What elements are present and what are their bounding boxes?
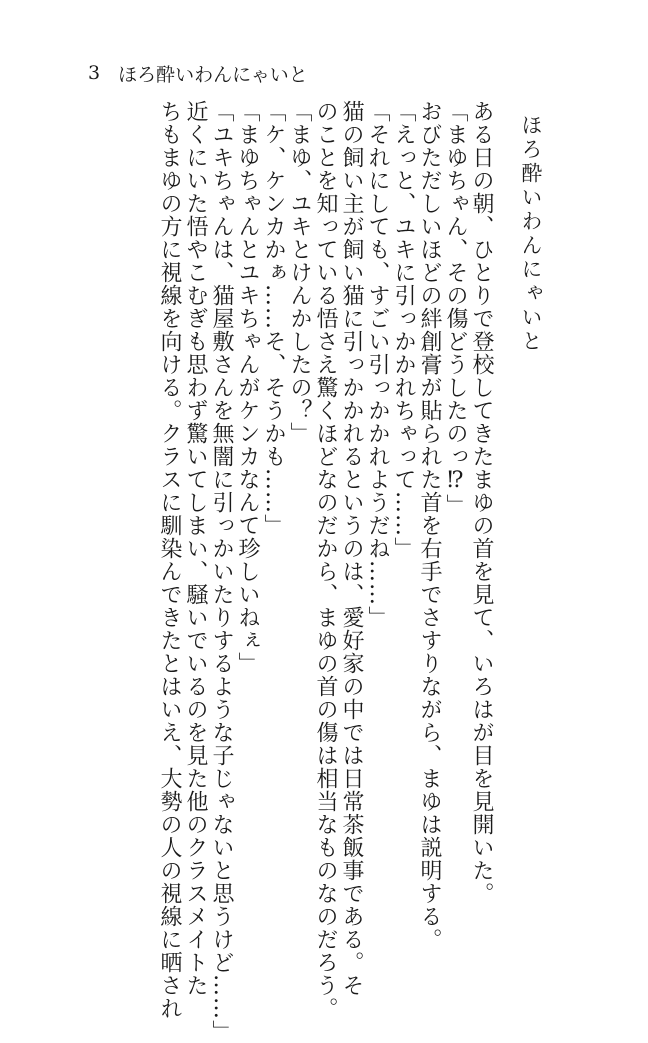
running-title: ほろ酔いわんにゃいと	[118, 63, 308, 86]
running-header	[88, 60, 308, 86]
text-line: ちもまゆの方に視線を向ける。クラスに馴染んできたとはいえ、大勢の人の視線に晒され	[157, 100, 182, 1020]
page-number: 3	[88, 62, 101, 84]
text-line: 「えっと、ユキに引っかかれちゃって……」	[391, 100, 416, 560]
text-line: 「それにしても、すごい引っかかれようだね……」	[365, 100, 390, 629]
text-line: 「ケ、ケンカかぁ……そ、そうかも……」	[261, 100, 286, 537]
vertical-body-text	[156, 100, 544, 1043]
text-line: おびただしいほどの絆創膏が貼られた首を右手でさすりながら、まゆは説明する。	[417, 100, 442, 951]
chapter-title: ほろ酔いわんにゃいと	[519, 114, 543, 354]
text-line: 「まゆ、ユキとけんかしたの？」	[287, 100, 312, 445]
text-line: のことを知っている悟さえ驚くほどなのだから、まゆの首の傷は相当なものなのだろう。	[313, 100, 338, 1020]
text-line: 近くにいた悟やこむぎも思わず驚いてしまい、騒いでいるのを見た他のクラスメイトた	[183, 100, 208, 997]
text-line: ある日の朝、ひとりで登校してきたまゆの首を見て、いろはが目を見開いた。	[469, 100, 494, 905]
text-line: 「まゆちゃん、その傷どうしたのっ⁉」	[443, 100, 468, 517]
text-line: 猫の飼い主が飼い猫に引っかかれるというのは、愛好家の中では日常茶飯事である。そ	[339, 100, 364, 997]
text-line: 「まゆちゃんとユキちゃんがケンカなんて珍しいねぇ」	[235, 100, 260, 675]
text-line: 「ユキちゃんは、猫屋敷さんを無闇に引っかいたりするような子じゃないと思うけど……」	[209, 100, 234, 1043]
